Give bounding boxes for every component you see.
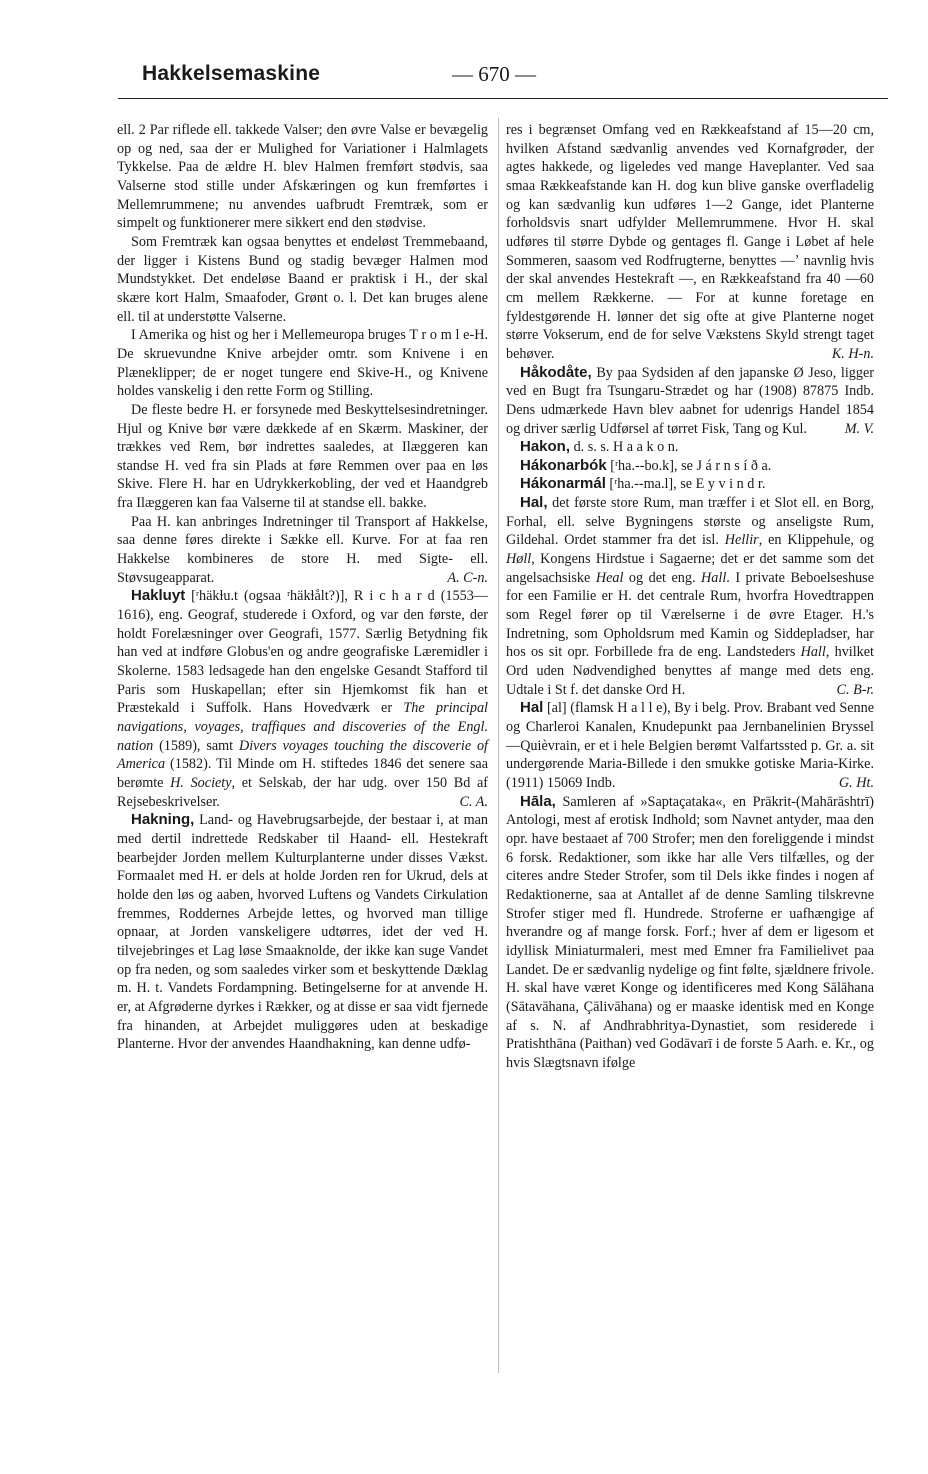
entry-hakning — [117, 811, 488, 1054]
entry-hal — [506, 494, 874, 699]
entry-text: [ʳhäkɫu.t (ogsaa ʳhäkɫålt?)], R i c h a r d (1553—1616), eng. Geograf, studerede i Oxford, og var den første, der holdt Forelæsninger over Geografi, 1577. Særlig Betydning fik han ved at indføre Globus'en og andre geografiske Læremidler i Skolerne. 1583 ledsagede han den engelske Gesandt Stafford til Paris som Huskapellan; efter sin Hjemkomst fik han et Præstekald i Suffolk. Hans Hovedværk er — [117, 588, 488, 717]
column-divider — [498, 118, 499, 1373]
paragraph — [117, 513, 488, 588]
book-title: The principal navigations, voyages, traffiques and discoveries of the Engl. nation — [117, 700, 488, 754]
entry-text: [al] (flamsk H a l l e), By i belg. Prov. Brabant ved Senne og Charleroi Kanalen, Knudepunkt paa Jernbanelinien Bryssel—Quièvrain, er et i hele Belgien berømt Valfartssted p. Gr. a. sit undergørende Maria-Billede i den smukke gotiske Maria-Kirke. (1911) 15069 Indb. — [506, 700, 874, 791]
entry-hakluyt — [117, 587, 488, 811]
headword: Håkodåte, — [520, 363, 592, 381]
paragraph: Som Fremtræk kan ogsaa benyttes et endeløst Tremmebaand, der ligger i Kistens Bund og stadig bevæger Halmen mod Mundstykket. Det endeløse Baand er praktisk i H., der skal skære kort Halm, Smaafoder, Grønt o. l. Det kan bruges alene ell. til at understøtte Valserne. — [117, 233, 488, 325]
entry-hakonarmal — [506, 475, 874, 494]
page-number: — 670 — — [452, 62, 536, 86]
entry-hakon — [506, 438, 874, 457]
right-column — [506, 121, 874, 1072]
entry-hal-city — [506, 699, 874, 792]
headword: Hakning, — [131, 811, 195, 829]
headword: Hāla, — [520, 792, 556, 810]
paragraph — [506, 121, 874, 364]
foreign-word: Hellir — [724, 532, 759, 549]
author-signature: C. A. — [459, 793, 488, 810]
header-rule — [118, 98, 888, 99]
foreign-word: Høll — [506, 551, 532, 568]
paragraph-text: res i begrænset Omfang ved en Rækkeafstand af 15—20 cm, hvilken Afstand sædvanlig anvendes ved Kornafgrøder, der agtes hakkede, og ligeledes ved mange Haveplanter. Ved saa smaa Rækkeafstande kan H. dog kun blive ganske overfladelig og kan sædvanlig kun udføres 1—2 Gange, idet Planterne forholdsvis snart udfylder Mellemrummene. Hvor H. skal udføres til større Dybde og gentages fl. Gange i Løbet af hele Sommeren, saasom ved Rodfrugterne, benyttes —ʼ navnlig hvis der skal anvendes Hestekraft —, en Rækkeafstand fra 40 —60 cm mellem Rækkerne. — For at kunne foretage en fyldestgørende H. lønner det sig ofte at give Planterne noget større Vokserum, end de for selve Vækstens Skyld strengt taget behøver. — [506, 122, 874, 362]
headword: Hákonarbók — [520, 456, 607, 474]
book-title: Divers voyages touching the discoverie of America — [117, 737, 488, 773]
entry-hakodate — [506, 364, 874, 439]
entry-text: [ʳha.--bo.k], se J á r n s í ð a. — [606, 457, 772, 474]
entry-text: . I private Beboelseshuse for een Familie er H. det centrale Rum, hvorfra Hovedtrappen som Regel fører op til Værelserne i de øvre Etager. H.'s Indretning, som Opholdsrum med Kamin og Siddepladser, har hos os sit opr. Forbillede fra de eng. Landsteders — [506, 569, 874, 661]
headword: Hakon, — [520, 438, 571, 456]
paragraph-text: Paa H. kan anbringes Indretninger til Transport af Hakkelse, saa denne føres direkte i Sække ell. Kurve. For at faa ren Hakkelse kombineres de store H. med Sigte- ell. Støvsugeapparat. — [117, 513, 488, 586]
running-head: Hakkelsemaskine — [142, 62, 321, 85]
entry-hala — [506, 793, 874, 1073]
author-signature: C. B-r. — [836, 681, 874, 698]
entry-text: (1582). Til Minde om H. stiftedes 1846 det senere saa berømte — [117, 756, 488, 791]
entry-text: det første store Rum, man træffer i et Slot ell. en Borg, Forhal, ell. selve Bygningens største og anseligste Rum, Gildehal. Ordet stammer fra det isl. — [506, 495, 874, 549]
paragraph: De fleste bedre H. er forsynede med Beskyttelsesindretninger. Hjul og Knive bør være dækkede af en Skærm. Maskiner, der trækkes ved Rem, bør indrettes saaledes, at Ilæggeren kan standse H. ved fra sin Plads at føre Remmen over paa en løs Skive. Flere H. har en Udrykkerkobling, der ved et Haandgreb fra Ilæggeren kan faa Valserne til at standse ell. bakke. — [117, 401, 488, 512]
left-column — [117, 121, 488, 1054]
author-signature: M. V. — [844, 420, 874, 437]
entry-text: , hvilket Ord uden Nødvendighed benyttes af mange med dets eng. Udtale i St f. det danske Ord H. — [506, 644, 875, 698]
entry-text: [ʳha.--ma.l], se E y v i n d r. — [605, 476, 766, 493]
entry-text: (1589), samt — [153, 737, 239, 754]
foreign-word: Hall — [701, 569, 727, 586]
foreign-word: Hall — [800, 644, 826, 661]
entry-text: , Kongens Hirdstue i Sagaerne; det er det samme som det angelsachsiske — [506, 551, 874, 586]
entry-text: d. s. s. H a a k o n. — [570, 439, 679, 456]
paragraph: ell. 2 Par riflede ell. takkede Valser; den øvre Valse er bevægelig op og ned, saa der er Mulighed for Variationer i Halmlagets Tykkelse. Paa de ældre H. blev Halmen fremført stødvis, saa Valserne stod stille under Afskæringen og kun fremførtes i Mellemrummene; nu anvendes uafbrudt Fremtræk, som er simpelt og funktionerer mere sikkert end den stødvise. — [117, 122, 488, 232]
society-name: H. Society — [170, 774, 232, 791]
headword: Hákonarmál — [520, 475, 606, 493]
entry-text: , en Klippehule, og — [758, 532, 874, 549]
headword: Hakluyt — [131, 587, 186, 605]
headword: Hal, — [520, 494, 548, 512]
entry-text: og det eng. — [623, 569, 702, 586]
page-header — [142, 62, 880, 92]
entry-hakonarbok — [506, 457, 874, 476]
entry-text: Land- og Havebrugsarbejde, der bestaar i, at man med dertil indrettede Redskaber til Haand- ell. Hestekraft bearbejder Jorden mellem Kulturplanterne under disses Vækst. Formaalet med H. er dels at holde Jorden ren for Ukrud, dels at holde den løs og aaben, hvorved Luftens og Vandets Cirkulation fremmes, Roddernes Arbejde lettes, og hvorved man tillige opnaar, at Jorden vanskeligere udtørres, idet der ved H. tilvejebringes et Lag løse Smaaknolde, der ikke kan suge Vandet op fra neden, og som saaledes virker som et beskyttende Dæklag m. H. t. Vandets Fordampning. Betingelserne for at anvende H. er, at Afgrøderne dyrkes i Rækker, og at disse er saa vidt fjernede fra hinanden, at Arbejdet muliggøres uden at beskadige Planterne. Hvor der anvendes Haandhakning, kan denne udfø- — [117, 812, 488, 1053]
paragraph: I Amerika og hist og her i Mellemeuropa bruges T r o m l e-H. De skruevundne Knive arbejder omtr. som Knivene i en Plæneklipper; de er noget tungere end Skive-H., og Knivene holdes vanskelig i den rette Form og Stilling. — [117, 327, 488, 400]
author-signature: A. C-n. — [447, 569, 488, 586]
headword: Hal — [520, 699, 544, 717]
entry-text: Samleren af »Saptaçataka«, en Prākrit-(Mahārāshtrī) Antologi, mest af erotisk Indhold; som Navnet antyder, maa den opr. have bestaaet af 700 Strofer; men den foreliggende i mindst 6 forsk. Redaktioner, som ikke har alle Vers tilfælles, og der citeres andre Steder Strofer, som til Dels ikke findes i nogen af Redaktionerne, saa at Antallet af de denne Samling tilskrevne Strofer stiger med fl. Hundrede. Stroferne er uafhængige af hverandre og af mange forsk. Forf.; hver af dem er ligesom et idyllisk Miniaturmaleri, mest med Emner fra Familielivet paa Landet. De er sædvanlig nydelige og fint følte, sjældnere frivole. H. skal have været Konge og identificeres med Kong Sālāhana (Sātavāhana, Çālivāhana) og er maaske identisk med en Konge af s. N. af Andhrabhritya-Dynastiet, som residerede i Pratishthāna (Paithan) ved Godāvarī i de forste 5 Aarh. e. Kr., og hvis Slægtsnavn ifølge — [506, 793, 874, 1071]
entry-text: By paa Sydsiden af den japanske Ø Jeso, ligger ved en Bugt fra Tsungaru-Strædet og har (1908) 87875 Indb. Dens udmærkede Havn blev aabnet for udenrigs Handel 1854 og driver særlig Udførsel af tørret Fisk, Tang og Kul. — [506, 364, 874, 437]
entry-text: , et Selskab, der har udg. over 150 Bd af Rejsebeskrivelser. — [117, 774, 488, 810]
foreign-word: Heal — [595, 569, 624, 586]
author-signature: G. Ht. — [838, 774, 874, 791]
author-signature: K. H-n. — [831, 345, 874, 362]
